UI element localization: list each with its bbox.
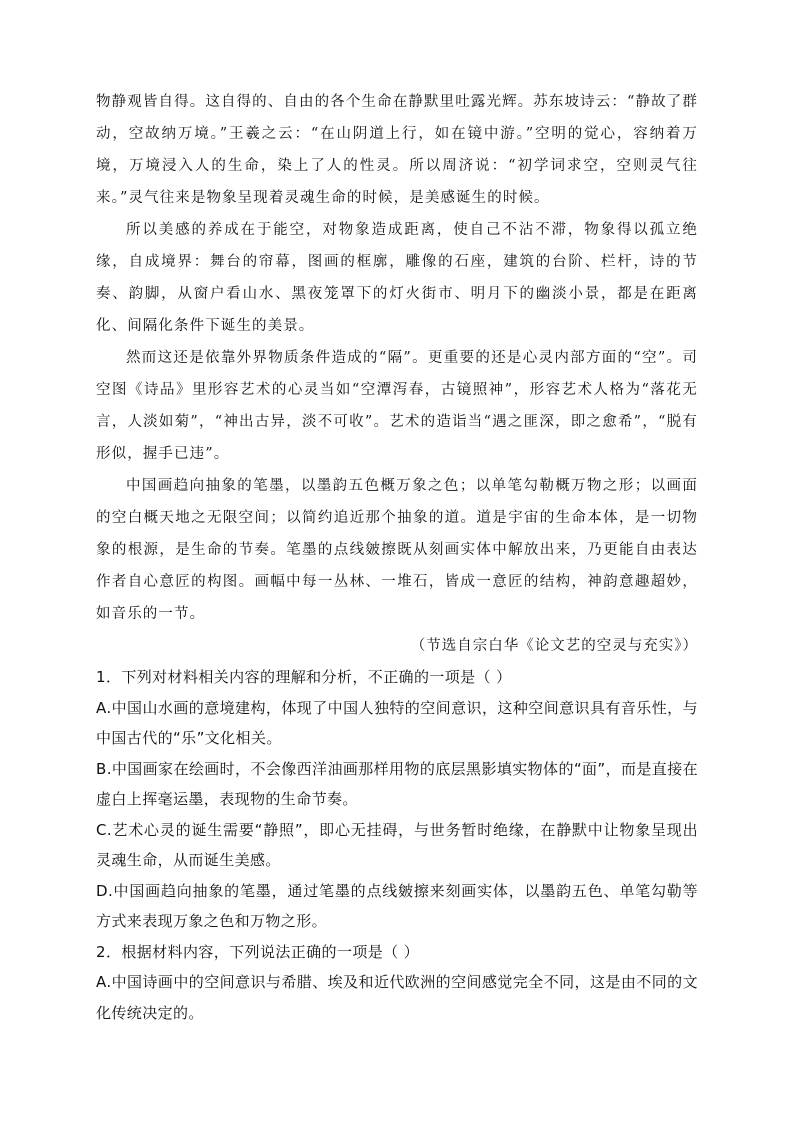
passage-paragraph-3: 然而这还是依靠外界物质条件造成的“隔”。更重要的还是心灵内部方面的“空”。司空图《诗品》里形容艺术的心灵当如“空潭泻春，古镜照神”，形容艺术人格为“落花无言，人淡如菊”，“神出古异，淡不可收”。艺术的造诣当“遇之匪深，即之愈希”，“脱有形似，握手已违”。 <box>96 350 698 462</box>
question-1-option-d: D.中国画趋向抽象的笔墨，通过笔墨的点线皴擦来刻画实体，以墨韵五色、单笔勾勒等方式来表现万象之色和万物之形。 <box>96 881 698 930</box>
question-2-stem: 2．根据材料内容，下列说法正确的一项是（ ） <box>96 942 420 961</box>
passage-paragraph-1: 物静观皆自得。这自得的、自由的各个生命在静默里吐露光辉。苏东坡诗云：“静故了群动，空故纳万境。”王羲之云：“在山阴道上行，如在镜中游。”空明的觉心，容纳着万境，万境浸入人的生命，染上了人的性灵。所以周济说：“初学词求空，空则灵气往来。”灵气往来是物象呈现着灵魂生命的时候，是美感诞生的时候。 <box>96 94 698 206</box>
question-2-option-a: A.中国诗画中的空间意识与希腊、埃及和近代欧洲的空间感觉完全不同，这是由不同的文化传统决定的。 <box>96 973 698 1022</box>
reading-passage <box>96 86 698 662</box>
question-1-stem: 1．下列对材料相关内容的理解和分析，不正确的一项是（ ） <box>96 668 512 686</box>
question-1-option-a: A.中国山水画的意境建构，体现了中国人独特的空间意识，这种空间意识具有音乐性，与中国古代的“乐”文化相关。 <box>96 698 698 747</box>
question-1-option-c: C.艺术心灵的诞生需要“静照”，即心无挂碍，与世务暂时绝缘，在静默中让物象呈现出灵魂生命，从而诞生美感。 <box>96 820 698 869</box>
question-2 <box>96 937 698 1029</box>
passage-source: （节选自宗白华《论文艺的空灵与充实》） <box>410 638 698 654</box>
question-1-option-b: B.中国画家在绘画时，不会像西洋油画那样用物的底层黑影填实物体的“面”，而是直接在虚白上挥毫运墨，表现物的生命节奏。 <box>96 759 699 808</box>
question-1 <box>96 662 698 937</box>
passage-paragraph-2: 所以美感的养成在于能空，对物象造成距离，使自己不沾不滞，物象得以孤立绝缘，自成境界：舞台的帘幕，图画的框廓，雕像的石座，建筑的台阶、栏杆，诗的节奏、韵脚，从窗户看山水、黑夜笼罩下的灯火街市、明月下的幽淡小景，都是在距离化、间隔化条件下诞生的美景。 <box>96 222 698 334</box>
passage-paragraph-4: 中国画趋向抽象的笔墨，以墨韵五色概万象之色；以单笔勾勒概万物之形；以画面的空白概天地之无限空间；以简约追近那个抽象的道。道是宇宙的生命本体，是一切物象的根源，是生命的节奏。笔墨的点线皴擦既从刻画实体中解放出来，乃更能自由表达作者自心意匠的构图。画幅中每一丛林、一堆石，皆成一意匠的结构，神韵意趣超妙，如音乐的一节。 <box>96 478 698 622</box>
